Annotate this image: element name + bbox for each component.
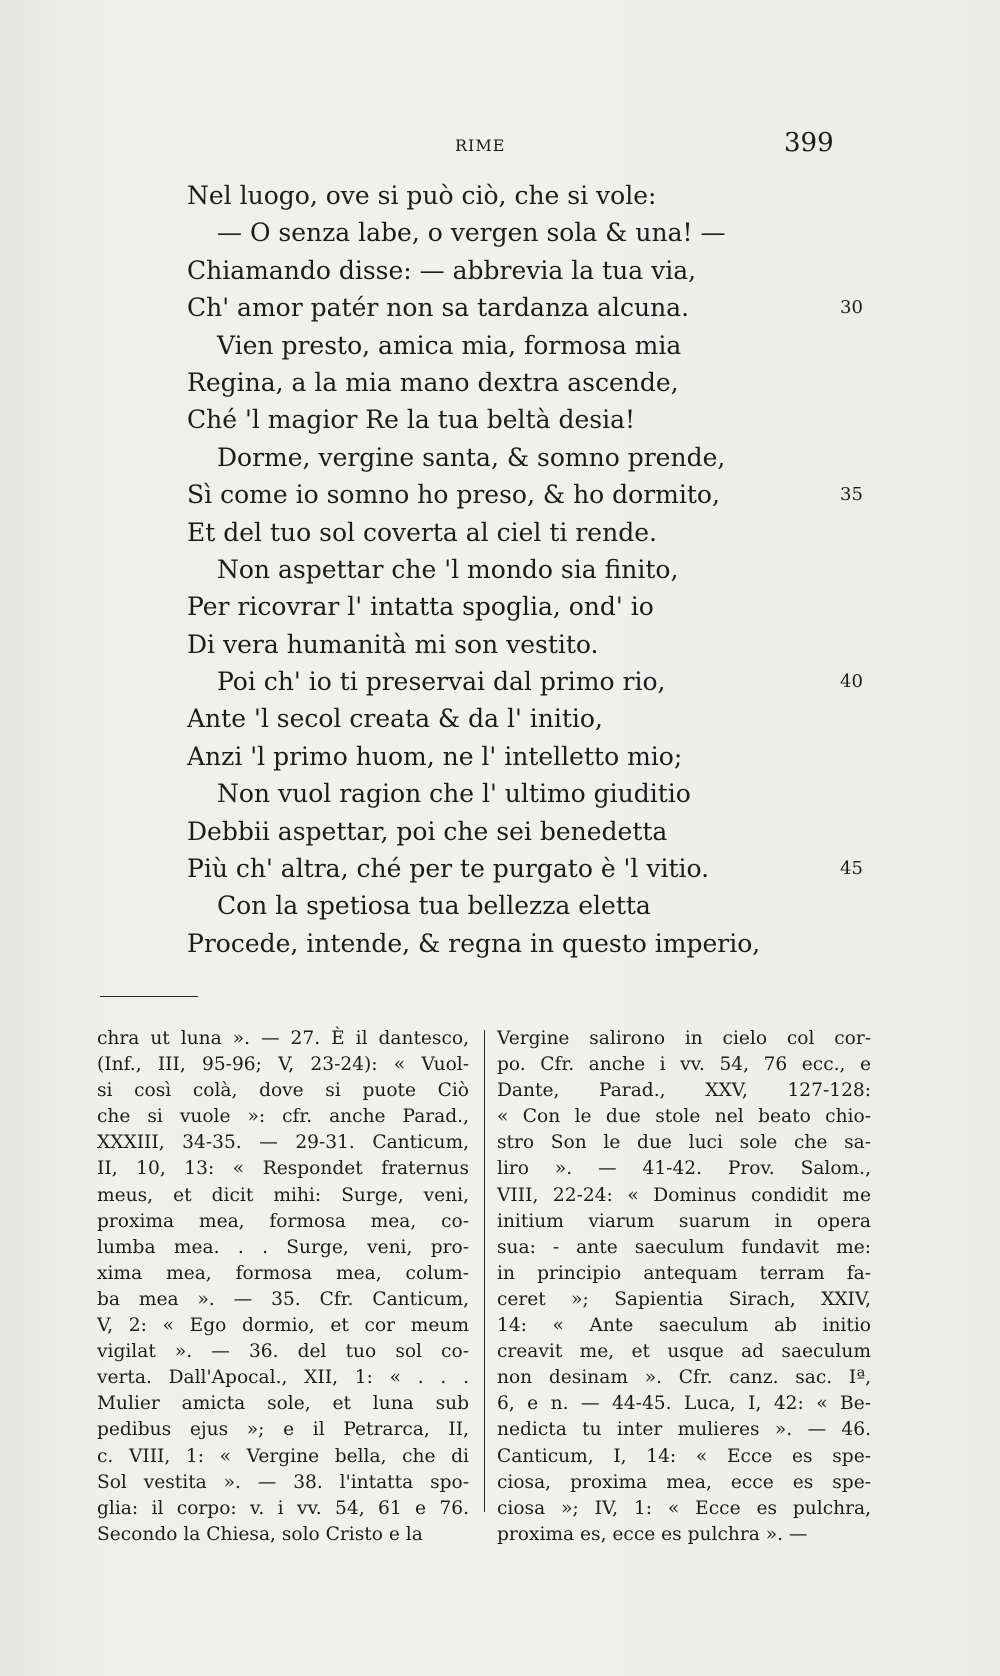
footnote-line: in principio antequam terram fa-	[497, 1262, 871, 1284]
footnote-line: Canticum, I, 14: « Ecce es spe-	[497, 1445, 871, 1467]
footnote-line: po. Cfr. anche i vv. 54, 76 ecc., e	[497, 1054, 871, 1076]
footnote-line: stro Son le due luci sole che sa-	[497, 1132, 871, 1154]
verse-text: Anzi 'l primo huom, ne l' intelletto mio;	[187, 741, 683, 771]
footnote-line: initium viarum suarum in opera	[497, 1210, 871, 1232]
verse-text: Sì come io somno ho preso, & ho dormito,	[187, 480, 720, 510]
poem-text	[0, 177, 1000, 962]
footnote-line: ba mea ». — 35. Cfr. Canticum,	[97, 1288, 469, 1310]
footnote-line: Secondo la Chiesa, solo Cristo e la	[97, 1523, 423, 1545]
footnote-line: glia: il corpo: v. i vv. 54, 61 e 76.	[97, 1497, 469, 1519]
line-number: 35	[840, 484, 863, 506]
footnote-line: II, 10, 13: « Respondet fraternus	[97, 1158, 469, 1180]
footnote-line: creavit me, et usque ad saeculum	[497, 1341, 871, 1363]
footnote-line: sua: - ante saeculum fundavit me:	[497, 1236, 871, 1258]
verse-line	[0, 850, 1000, 887]
verse-text: Chiamando disse: — abbrevia la tua via,	[187, 255, 697, 285]
verse-text: Di vera humanità mi son vestito.	[187, 629, 599, 659]
verse-text: Ante 'l secol creata & da l' initio,	[187, 704, 603, 734]
footnote-line: verta. Dall'Apocal., XII, 1: « . . .	[97, 1367, 469, 1389]
footnote-line: liro ». — 41-42. Prov. Salom.,	[497, 1158, 871, 1180]
verse-line	[0, 925, 1000, 962]
footnote-line: « Con le due stole nel beato chio-	[497, 1106, 871, 1128]
footnote-line: V, 2: « Ego dormio, et cor meum	[97, 1315, 469, 1337]
page-header	[0, 130, 1000, 170]
footnote-line: xima mea, formosa mea, colum-	[97, 1262, 469, 1284]
verse-line	[0, 439, 1000, 476]
verse-text: Debbii aspettar, poi che sei benedetta	[187, 816, 668, 846]
footnote-line: Sol vestita ». — 38. l'intatta spo-	[97, 1471, 469, 1493]
page-number: 399	[784, 128, 834, 158]
verse-line	[0, 364, 1000, 401]
line-number: 45	[840, 858, 863, 880]
verse-line	[0, 327, 1000, 364]
verse-text: Per ricovrar l' intatta spoglia, ond' io	[187, 592, 654, 622]
footnote-line: si così colà, dove si puote Ciò	[97, 1080, 469, 1102]
verse-line	[0, 289, 1000, 326]
verse-text: Con la spetiosa tua bellezza eletta	[217, 891, 651, 921]
line-number: 40	[840, 671, 863, 693]
verse-text: Ch' amor patér non sa tardanza alcuna.	[187, 293, 690, 323]
verse-line	[0, 401, 1000, 438]
verse-line	[0, 514, 1000, 551]
footnote-line: lumba mea. . . Surge, veni, pro-	[97, 1236, 469, 1258]
footnote-line: chra ut luna ». — 27. È il dantesco,	[97, 1028, 469, 1049]
verse-line	[0, 177, 1000, 214]
verse-line	[0, 813, 1000, 850]
footnote-line: meus, et dicit mihi: Surge, veni,	[97, 1184, 469, 1206]
verse-line	[0, 551, 1000, 588]
verse-line	[0, 700, 1000, 737]
footnote-line: XXXIII, 34-35. — 29-31. Canticum,	[97, 1132, 469, 1154]
footnote-line: pedibus ejus »; e il Petrarca, II,	[97, 1419, 469, 1441]
footnote-line: nedicta tu inter mulieres ». — 46.	[497, 1419, 871, 1441]
verse-line	[0, 626, 1000, 663]
verse-text: Vien presto, amica mia, formosa mia	[217, 330, 682, 360]
verse-text: Procede, intende, & regna in questo imperio,	[187, 928, 761, 958]
verse-line	[0, 476, 1000, 513]
verse-text: Non vuol ragion che l' ultimo giuditio	[217, 779, 691, 809]
footnote-line: (Inf., III, 95-96; V, 23-24): « Vuol-	[97, 1054, 469, 1076]
footnote-line: vigilat ». — 36. del tuo sol co-	[97, 1341, 469, 1363]
verse-text: Nel luogo, ove si può ciò, che si vole:	[187, 181, 657, 210]
line-number: 30	[840, 297, 863, 319]
footnote-line: proxima es, ecce es pulchra ». —	[497, 1523, 808, 1545]
verse-line	[0, 588, 1000, 625]
verse-text: Non aspettar che 'l mondo sia finito,	[217, 554, 679, 584]
verse-text: Poi ch' io ti preservai dal primo rio,	[217, 667, 666, 697]
verse-text: — O senza labe, o vergen sola & una! —	[217, 218, 726, 248]
verse-line	[0, 738, 1000, 775]
footnote-line: Mulier amicta sole, et luna sub	[97, 1393, 469, 1415]
footnote-line: che si vuole »: cfr. anche Parad.,	[97, 1106, 469, 1128]
footnote-line: proxima mea, formosa mea, co-	[97, 1210, 469, 1232]
footnote-line: ciosa, proxima mea, ecce es spe-	[497, 1471, 871, 1493]
footnote-line: 14: « Ante saeculum ab initio	[497, 1315, 871, 1337]
footnote-line: non desinam ». Cfr. canz. sac. Iª,	[497, 1367, 871, 1389]
verse-text: Più ch' altra, ché per te purgato è 'l vitio.	[187, 854, 710, 884]
running-title: RIME	[455, 136, 506, 155]
footnote-line: Vergine salirono in cielo col cor-	[497, 1028, 871, 1049]
verse-text: Regina, a la mia mano dextra ascende,	[187, 367, 679, 397]
footnotes-left-column	[97, 1026, 469, 1548]
footnote-rule	[100, 996, 198, 997]
footnote-line: VIII, 22-24: « Dominus condidit me	[497, 1184, 871, 1206]
footnote-line: c. VIII, 1: « Vergine bella, che di	[97, 1445, 469, 1467]
verse-line	[0, 663, 1000, 700]
verse-line	[0, 252, 1000, 289]
footnote-line: ciosa »; IV, 1: « Ecce es pulchra,	[497, 1497, 871, 1519]
footnote-line: Dante, Parad., XXV, 127-128:	[497, 1080, 871, 1102]
verse-text: Dorme, vergine santa, & somno prende,	[217, 442, 726, 472]
verse-text: Ché 'l magior Re la tua beltà desia!	[187, 405, 636, 435]
verse-line	[0, 214, 1000, 251]
column-divider	[484, 1030, 485, 1512]
verse-line	[0, 887, 1000, 924]
footnotes-right-column	[497, 1026, 871, 1548]
verse-text: Et del tuo sol coverta al ciel ti rende.	[187, 517, 657, 547]
footnote-line: ceret »; Sapientia Sirach, XXIV,	[497, 1288, 871, 1310]
footnote-line: 6, e n. — 44-45. Luca, I, 42: « Be-	[497, 1393, 871, 1415]
verse-line	[0, 775, 1000, 812]
